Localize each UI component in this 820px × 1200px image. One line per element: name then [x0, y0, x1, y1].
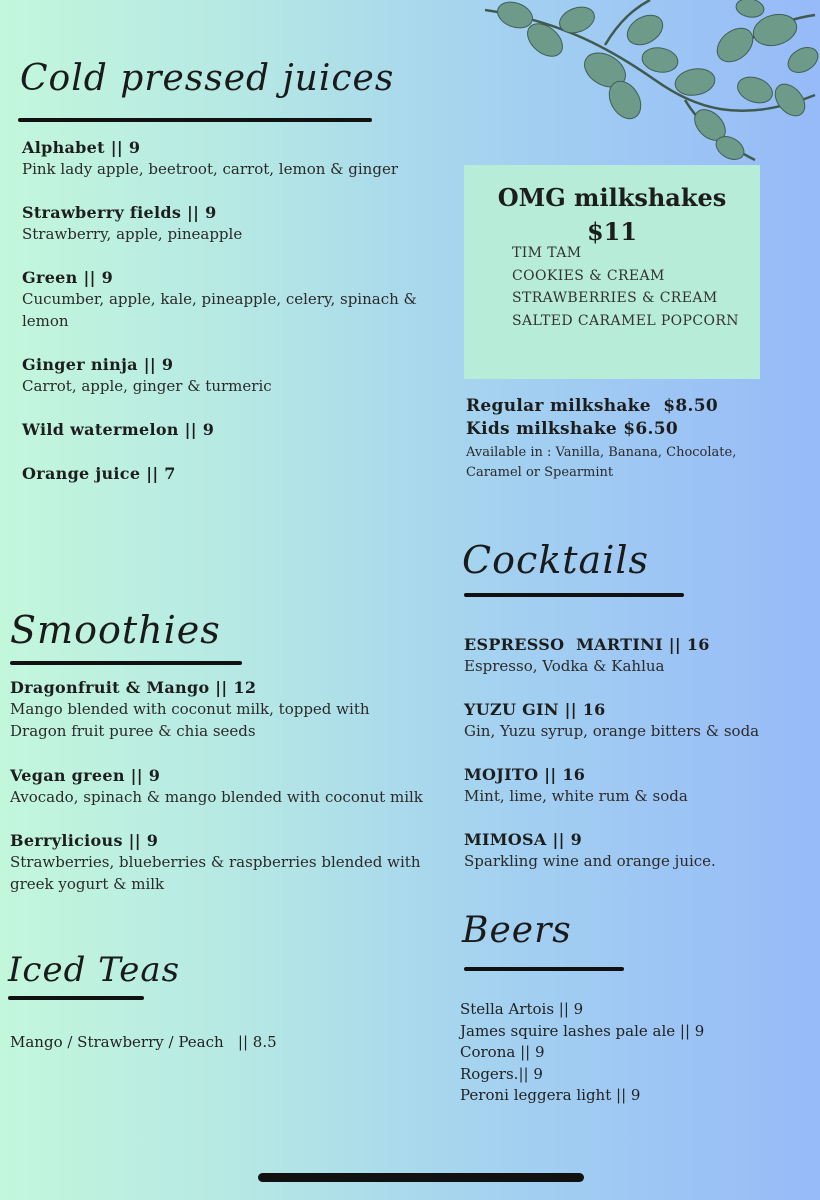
iced-teas-line: Mango / Strawberry / Peach || 8.5 [10, 1033, 277, 1051]
beer-item: Stella Artois || 9 [460, 1000, 584, 1018]
smoothie-desc: Strawberries, blueberries & raspberries blended with greek yogurt & milk [10, 853, 421, 893]
cocktails-title-underline [464, 593, 684, 597]
smoothie-item [10, 678, 430, 742]
milkshake-flavour: TIM TAM [512, 245, 582, 261]
milkshake-flavour: COOKIES & CREAM [512, 267, 665, 284]
smoothie-desc: Avocado, spinach & mango blended with coconut milk [10, 788, 423, 806]
cocktails-title: Cocktails [462, 538, 649, 582]
smoothie-name: Dragonfruit & Mango || 12 [10, 678, 257, 697]
cocktail-desc: Gin, Yuzu syrup, orange bitters & soda [464, 722, 760, 740]
juices-title: Cold pressed juices [20, 58, 395, 99]
cocktail-item [464, 635, 814, 677]
iced-teas-title: Iced Teas [8, 950, 181, 990]
smoothie-name: Vegan green || 9 [10, 766, 161, 785]
smoothie-item [10, 831, 430, 895]
smoothies-title: Smoothies [10, 608, 221, 652]
juice-name: Wild watermelon || 9 [22, 420, 215, 439]
juice-item [22, 464, 422, 484]
cocktail-item [464, 700, 814, 742]
smoothie-name: Berrylicious || 9 [10, 831, 159, 850]
milkshakes-title: OMG milkshakes [497, 183, 727, 212]
juice-desc: Cucumber, apple, kale, pineapple, celery, spinach & lemon [22, 290, 417, 330]
cocktail-desc: Mint, lime, white rum & soda [464, 787, 688, 805]
juice-name: Green || 9 [22, 268, 113, 287]
cocktail-name: MIMOSA || 9 [464, 830, 583, 849]
milkshake-availability: Caramel or Spearmint [466, 465, 614, 480]
beer-item: Corona || 9 [460, 1043, 545, 1061]
beers-title: Beers [462, 910, 572, 951]
beer-list [460, 999, 800, 1107]
juice-name: Ginger ninja || 9 [22, 355, 174, 374]
milkshake-availability: Available in : Vanilla, Banana, Chocolate, [466, 445, 737, 460]
cocktail-name: ESPRESSO MARTINI || 16 [464, 635, 710, 654]
beer-item: Rogers.|| 9 [460, 1064, 543, 1083]
cocktail-name: MOJITO || 16 [464, 765, 586, 784]
juice-name: Orange juice || 7 [22, 464, 176, 483]
milkshakes-panel [464, 165, 760, 379]
smoothie-item [10, 766, 430, 808]
milkshake-flavour: STRAWBERRIES & CREAM [512, 290, 718, 306]
kids-milkshake-price: Kids milkshake $6.50 [466, 419, 678, 439]
juice-item [22, 203, 422, 245]
milkshakes-price: $11 [586, 217, 638, 246]
juice-item [22, 268, 422, 332]
iced-teas-title-underline [8, 996, 144, 1000]
juice-name: Strawberry fields || 9 [22, 203, 217, 222]
juice-desc: Strawberry, apple, pineapple [22, 225, 243, 243]
home-indicator[interactable] [258, 1173, 584, 1182]
juice-desc: Pink lady apple, beetroot, carrot, lemon & ginger [22, 160, 398, 178]
cocktail-name: YUZU GIN || 16 [464, 700, 606, 719]
juice-item [22, 355, 422, 397]
milkshake-flavour: SALTED CARAMEL POPCORN [512, 312, 739, 329]
juice-item [22, 420, 422, 440]
juices-title-underline [18, 118, 372, 122]
juice-name: Alphabet || 9 [22, 138, 141, 157]
smoothies-title-underline [10, 661, 242, 665]
cocktail-item [464, 830, 814, 872]
beer-item: James squire lashes pale ale || 9 [460, 1021, 705, 1040]
juice-desc: Carrot, apple, ginger & turmeric [22, 377, 272, 395]
beer-item: Peroni leggera light || 9 [460, 1086, 641, 1104]
regular-milkshake-price: Regular milkshake $8.50 [466, 396, 719, 416]
milkshake-prices [466, 395, 806, 483]
juice-item [22, 138, 422, 180]
beers-title-underline [464, 967, 624, 971]
smoothie-desc: Mango blended with coconut milk, topped with Dragon fruit puree & chia seeds [10, 700, 370, 740]
cocktail-item [464, 765, 814, 807]
eucalyptus-decoration-icon [485, 0, 820, 165]
cocktail-desc: Espresso, Vodka & Kahlua [464, 657, 665, 675]
milkshake-flavour-list [512, 242, 739, 332]
cocktail-desc: Sparkling wine and orange juice. [464, 852, 716, 870]
